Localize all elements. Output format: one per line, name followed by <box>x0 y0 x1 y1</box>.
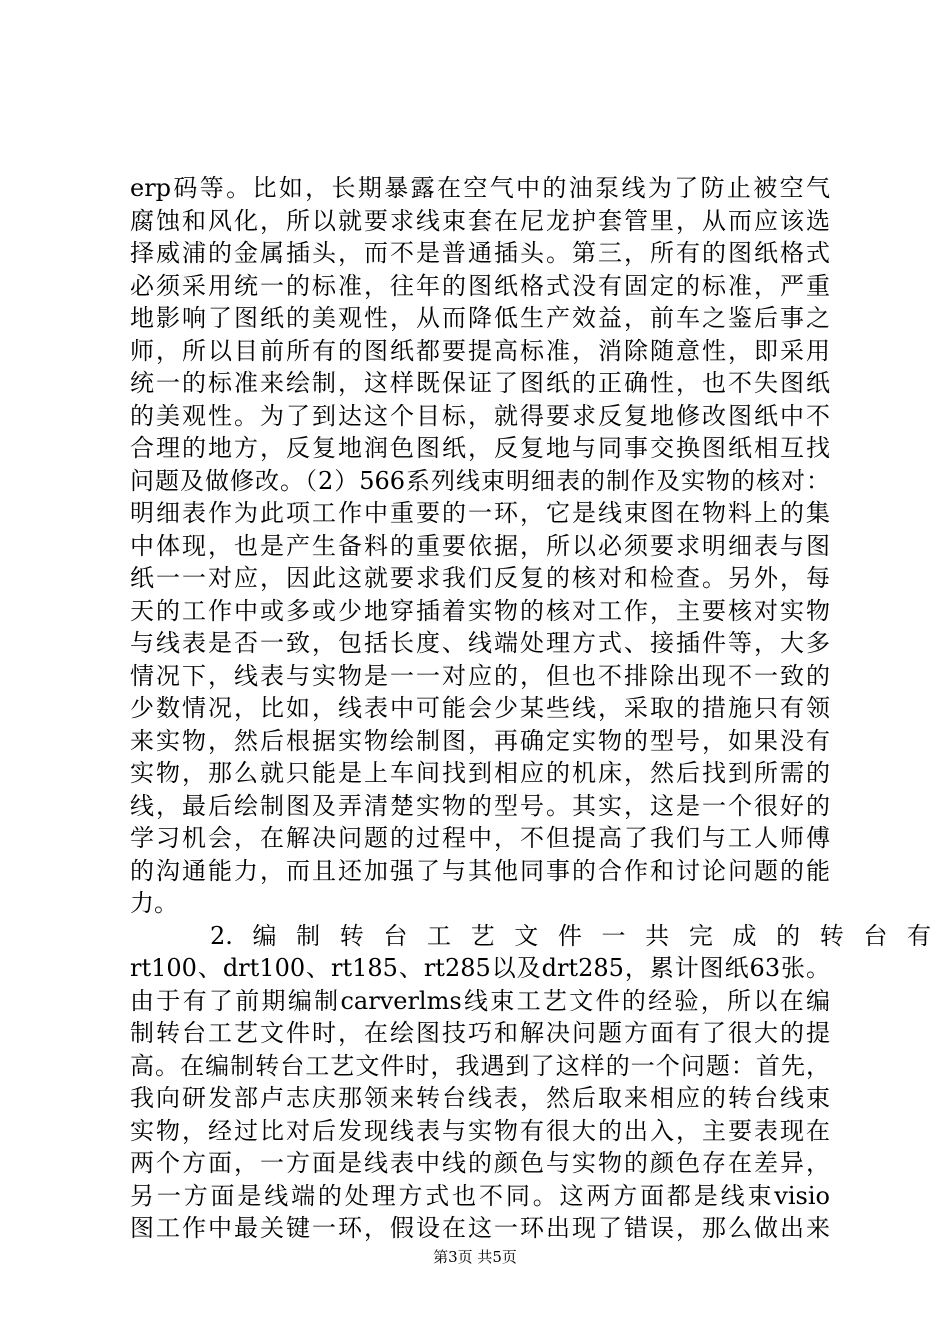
text-line: 纸一一对应，因此这就要求我们反复的核对和检查。另外，每 <box>130 564 830 592</box>
text-line: 的沟通能力，而且还加强了与其他同事的合作和讨论问题的能 <box>130 856 830 885</box>
text-line: 我向研发部卢志庆那领来转台线表，然后取来相应的转台线束 <box>130 1084 830 1112</box>
text-line: 实物，经过比对后发现线表与实物有很大的出入，主要表现在 <box>130 1116 830 1145</box>
text-line: 另一方面是线端的处理方式也不同。这两方面都是线束visio <box>130 1181 830 1210</box>
text-line: 线，最后绘制图及弄清楚实物的型号。其实，这是一个很好的 <box>130 791 830 820</box>
text-line: 少数情况，比如，线表中可能会少某些线，采取的措施只有领 <box>130 694 830 722</box>
text-line: 由于有了前期编制carverlms线束工艺文件的经验，所以在编 <box>130 986 830 1015</box>
text-line: 两个方面，一方面是线表中线的颜色与实物的颜色存在差异， <box>130 1149 830 1177</box>
text-line: 择威浦的金属插头，而不是普通插头。第三，所有的图纸格式 <box>130 239 830 267</box>
text-line: 实物，那么就只能是上车间找到相应的机床，然后找到所需的 <box>130 759 830 787</box>
text-line: 情况下，线表与实物是一一对应的，但也不排除出现不一致的 <box>130 661 830 690</box>
text-line: 统一的标准来绘制，这样既保证了图纸的正确性，也不失图纸 <box>130 369 830 397</box>
page-footer <box>0 1247 950 1267</box>
text-line: 图工作中最关键一环，假设在这一环出现了错误，那么做出来 <box>130 1214 830 1242</box>
text-line: 必须采用统一的标准，往年的图纸格式没有固定的标准，严重 <box>130 271 830 300</box>
text-line: 师，所以目前所有的图纸都要提高标准，消除随意性，即采用 <box>130 336 830 365</box>
text-line: 明细表作为此项工作中重要的一环，它是线束图在物料上的集 <box>130 499 830 527</box>
text-line: 来实物，然后根据实物绘制图，再确定实物的型号，如果没有 <box>130 726 830 755</box>
text-line: 腐蚀和风化，所以就要求线束套在尼龙护套管里，从而应该选 <box>130 206 830 235</box>
text-line: erp码等。比如，长期暴露在空气中的油泵线为了防止被空气 <box>130 174 830 202</box>
text-line: 问题及做修改。（2）566系列线束明细表的制作及实物的核对： <box>130 466 830 495</box>
text-line: 的美观性。为了到达这个目标，就得要求反复地修改图纸中不 <box>130 401 830 430</box>
text-line: 与线表是否一致，包括长度、线端处理方式、接插件等，大多 <box>130 629 830 657</box>
text-line: 学习机会，在解决问题的过程中，不但提高了我们与工人师傅 <box>130 824 830 852</box>
text-line: 力。 <box>130 889 178 917</box>
text-line: 高。在编制转台工艺文件时，我遇到了这样的一个问题：首先， <box>130 1051 830 1080</box>
text-line: 地影响了图纸的美观性，从而降低生产效益，前车之鉴后事之 <box>130 304 830 332</box>
text-line-indented: 2. 编 制 转 台 工 艺 文 件 一 共 完 成 的 转 台 有 <box>210 921 931 950</box>
text-line: 制转台工艺文件时，在绘图技巧和解决问题方面有了很大的提 <box>130 1019 830 1047</box>
page-number: 第3页 共5页 <box>433 1248 517 1266</box>
document-body <box>130 172 931 1245</box>
text-line: 中体现，也是产生备料的重要依据，所以必须要求明细表与图 <box>130 531 830 560</box>
text-line: 合理的地方，反复地润色图纸，反复地与同事交换图纸相互找 <box>130 434 830 462</box>
text-line: rt100、drt100、rt185、rt285以及drt285，累计图纸63张。 <box>130 954 830 982</box>
text-line: 天的工作中或多或少地穿插着实物的核对工作，主要核对实物 <box>130 596 830 625</box>
